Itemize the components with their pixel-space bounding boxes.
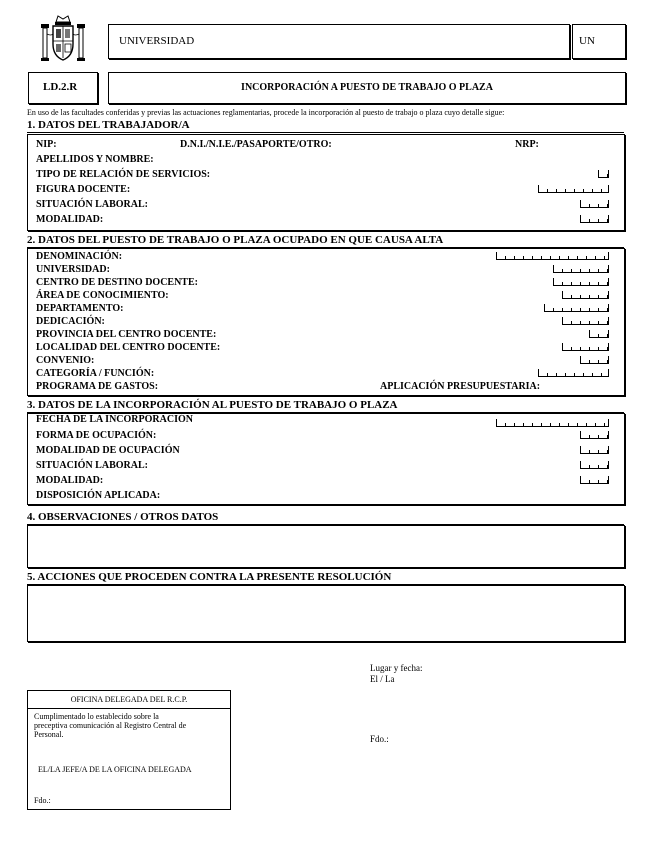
figura-docente-cells[interactable] xyxy=(538,185,609,193)
section1-title: 1. DATOS DEL TRABAJADOR/A xyxy=(27,119,190,131)
convenio-label: CONVENIO: xyxy=(36,355,95,366)
modalidad-ocupacion-cells[interactable] xyxy=(580,446,609,454)
provincia-label: PROVINCIA DEL CENTRO DOCENTE: xyxy=(36,329,217,340)
section3-title: 3. DATOS DE LA INCORPORACIÓN AL PUESTO DE TRABAJO O PLAZA xyxy=(27,399,398,411)
convenio-cells[interactable] xyxy=(580,356,609,364)
form-code-box xyxy=(28,72,98,104)
coat-of-arms-icon xyxy=(38,14,88,66)
area-conocimiento-cells[interactable] xyxy=(562,291,609,299)
section4-title: 4. OBSERVACIONES / OTROS DATOS xyxy=(27,511,219,523)
departamento-cells[interactable] xyxy=(544,304,609,312)
apellidos-label: APELLIDOS Y NOMBRE: xyxy=(36,154,154,165)
forma-ocupacion-cells[interactable] xyxy=(580,431,609,439)
dedicacion-cells[interactable] xyxy=(562,317,609,325)
programa-gastos-label: PROGRAMA DE GASTOS: xyxy=(36,381,159,392)
nrp-label: NRP: xyxy=(515,139,539,150)
centro-destino-cells[interactable] xyxy=(553,278,609,286)
lugar-fecha-label: Lugar y fecha: xyxy=(370,663,423,673)
fdo-left-label: Fdo.: xyxy=(34,796,51,805)
universidad-field-label: UNIVERSIDAD: xyxy=(36,264,110,275)
intro-text: En uso de las facultades conferidas y previas las actuaciones reglamentarias, procede la incorporación al puesto de trabajo o plaza cuyo detalle sigue: xyxy=(27,108,505,117)
acciones-box[interactable] xyxy=(27,585,625,642)
universidad-box xyxy=(108,24,570,59)
modalidad-cells[interactable] xyxy=(580,215,609,223)
universidad-cells[interactable] xyxy=(553,265,609,273)
section1-rule xyxy=(27,132,624,133)
fdo-right-label: Fdo.: xyxy=(370,734,389,744)
centro-destino-label: CENTRO DE DESTINO DOCENTE: xyxy=(36,277,198,288)
nip-label: NIP: xyxy=(36,139,57,150)
departamento-label: DEPARTAMENTO: xyxy=(36,303,124,314)
categoria-label: CATEGORÍA / FUNCIÓN: xyxy=(36,368,155,379)
oficina-text-line2: preceptiva comunicación al Registro Central de xyxy=(34,721,187,730)
figura-docente-label: FIGURA DOCENTE: xyxy=(36,184,131,195)
provincia-cells[interactable] xyxy=(589,330,609,338)
area-conocimiento-label: ÁREA DE CONOCIMIENTO: xyxy=(36,290,169,301)
tipo-relacion-label: TIPO DE RELACIÓN DE SERVICIOS: xyxy=(36,169,211,180)
dedicacion-label: DEDICACIÓN: xyxy=(36,316,105,327)
el-la-label: El / La xyxy=(370,674,395,684)
oficina-delegada-box xyxy=(27,690,231,810)
oficina-text-line3: Personal. xyxy=(34,730,64,739)
aplicacion-presupuestaria-label: APLICACIÓN PRESUPUESTARIA: xyxy=(380,381,541,392)
fecha-incorporacion-cells[interactable] xyxy=(496,419,609,427)
situacion-laboral-3-cells[interactable] xyxy=(580,461,609,469)
section2-title: 2. DATOS DEL PUESTO DE TRABAJO O PLAZA OCUPADO EN QUE CAUSA ALTA xyxy=(27,234,444,246)
categoria-cells[interactable] xyxy=(538,369,609,377)
tipo-relacion-cells[interactable] xyxy=(598,170,609,178)
modalidad-3-cells[interactable] xyxy=(580,476,609,484)
localidad-cells[interactable] xyxy=(562,343,609,351)
form-title-box xyxy=(108,72,626,104)
observaciones-box[interactable] xyxy=(27,525,625,568)
situacion-laboral-label: SITUACIÓN LABORAL: xyxy=(36,199,148,210)
un-label: UN xyxy=(579,35,595,47)
denominacion-cells[interactable] xyxy=(496,252,609,260)
jefe-oficina-label: EL/LA JEFE/A DE LA OFICINA DELEGADA xyxy=(38,765,192,774)
oficina-title: OFICINA DELEGADA DEL R.C.P. xyxy=(70,695,188,704)
section5-title: 5. ACCIONES QUE PROCEDEN CONTRA LA PRESENTE RESOLUCIÓN xyxy=(27,571,392,583)
modalidad-label: MODALIDAD: xyxy=(36,214,104,225)
oficina-text-line1: Cumplimentado lo establecido sobre la xyxy=(34,712,159,721)
denominacion-label: DENOMINACIÓN: xyxy=(36,251,123,262)
un-box xyxy=(572,24,626,59)
localidad-label: LOCALIDAD DEL CENTRO DOCENTE: xyxy=(36,342,221,353)
oficina-title-bar xyxy=(28,691,230,709)
modalidad-ocupacion-label: MODALIDAD DE OCUPACIÓN xyxy=(36,445,180,456)
fecha-incorporacion-label: FECHA DE LA INCORPORACIÓN xyxy=(36,414,193,425)
form-code: LD.2.R xyxy=(43,81,78,93)
dni-label: D.N.I./N.I.E./PASAPORTE/OTRO: xyxy=(180,139,332,150)
disposicion-label: DISPOSICIÓN APLICADA: xyxy=(36,490,161,501)
situacion-laboral-cells[interactable] xyxy=(580,200,609,208)
universidad-label: UNIVERSIDAD xyxy=(119,35,195,47)
modalidad-3-label: MODALIDAD: xyxy=(36,475,104,486)
situacion-laboral-3-label: SITUACIÓN LABORAL: xyxy=(36,460,148,471)
forma-ocupacion-label: FORMA DE OCUPACIÓN: xyxy=(36,430,157,441)
form-title: INCORPORACIÓN A PUESTO DE TRABAJO O PLAZA xyxy=(241,82,493,93)
